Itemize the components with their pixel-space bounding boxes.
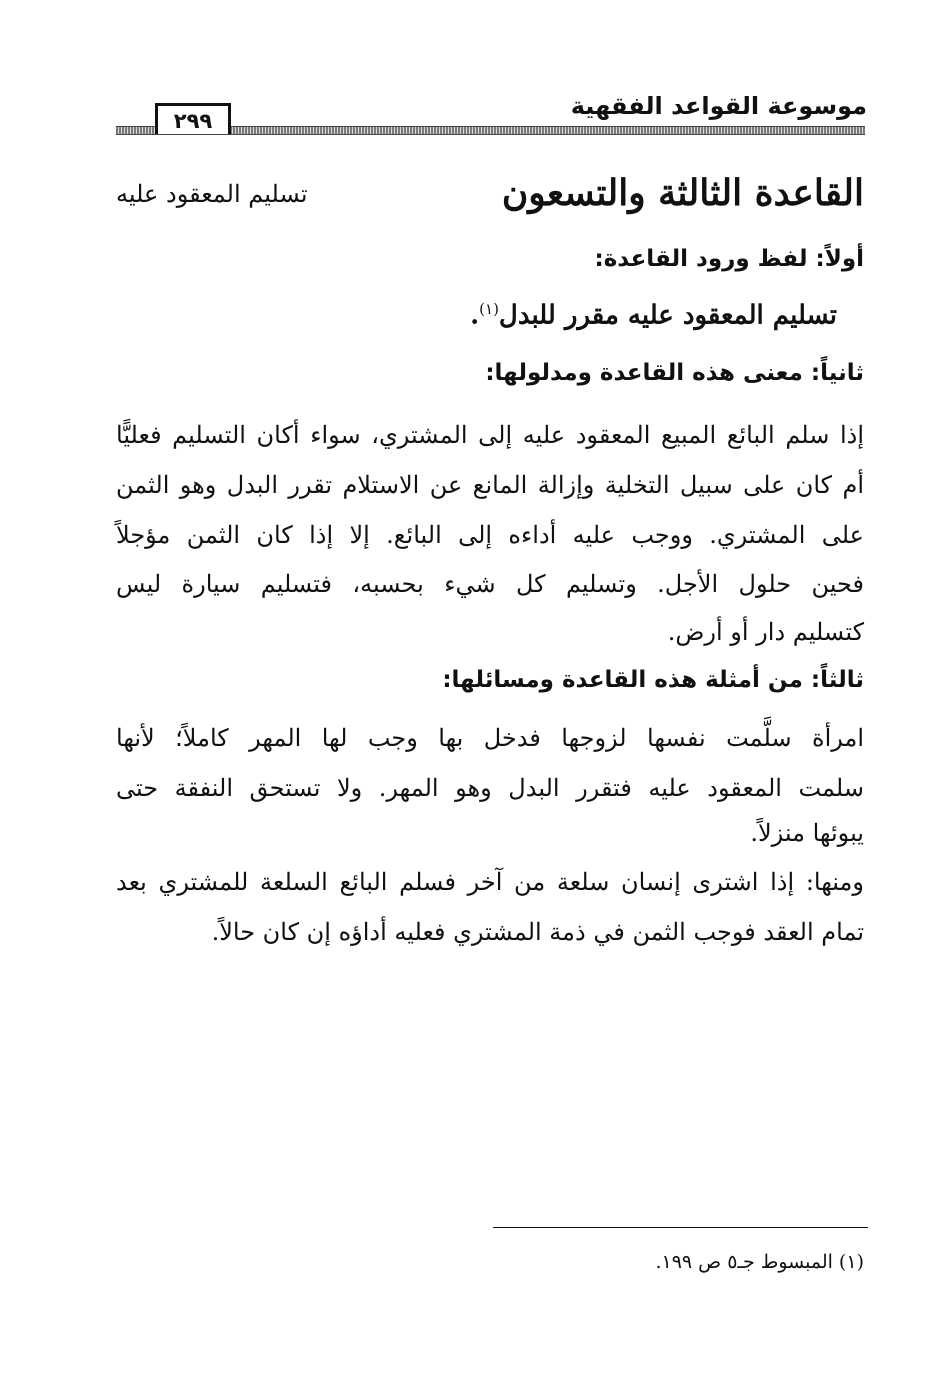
- paragraph-line: إذا سلم البائع المبيع المعقود عليه إلى المشتري، سواء أكان التسليم فعليًّا: [116, 421, 864, 449]
- paragraph-line: كتسليم دار أو أرض.: [667, 618, 864, 646]
- footnote-divider: [493, 1227, 868, 1228]
- paragraph-line: أم كان على سبيل التخلية وإزالة المانع عن الاستلام تقرر البدل وهو الثمن: [116, 471, 864, 499]
- paragraph-line: ومنها: إذا اشترى إنسان سلعة من آخر فسلم البائع السلعة للمشتري بعد: [116, 868, 864, 896]
- page-number: ٢٩٩: [155, 103, 231, 134]
- paragraph-line: امرأة سلَّمت نفسها لزوجها فدخل بها وجب لها المهر كاملاً؛ لأنها: [116, 724, 864, 752]
- paragraph-line: سلمت المعقود عليه فتقرر البدل وهو المهر. ولا تستحق النفقة حتى: [116, 774, 864, 802]
- rule-subtitle: تسليم المعقود عليه: [116, 180, 308, 208]
- book-title: موسوعة القواعد الفقهية: [570, 92, 867, 120]
- paragraph-line: على المشتري. ووجب عليه أداءه إلى البائع. إلا إذا كان الثمن مؤجلاً: [116, 521, 864, 549]
- section-heading-examples: ثالثاً: من أمثلة هذه القاعدة ومسائلها:: [442, 667, 864, 693]
- paragraph-line: تمام العقد فوجب الثمن في ذمة المشتري فعليه أداؤه إن كان حالاً.: [211, 918, 864, 946]
- rule-statement-text: تسليم المعقود عليه مقرر للبدل: [498, 300, 837, 331]
- rule-statement: [470, 300, 837, 331]
- section-heading-wording: أولاً: لفظ ورود القاعدة:: [594, 246, 864, 272]
- footnote-ref: (١): [479, 300, 499, 318]
- paragraph-line: يبوئها منزلاً.: [750, 819, 864, 847]
- footnote: (١) المبسوط جـ٥ ص ١٩٩.: [655, 1251, 864, 1273]
- rule-title: القاعدة الثالثة والتسعون: [501, 172, 864, 214]
- section-heading-meaning: ثانياً: معنى هذه القاعدة ومدلولها:: [485, 360, 864, 386]
- paragraph-line: فحين حلول الأجل. وتسليم كل شيء بحسبه، فتسليم سيارة ليس: [116, 570, 864, 598]
- rule-statement-end: .: [470, 300, 480, 331]
